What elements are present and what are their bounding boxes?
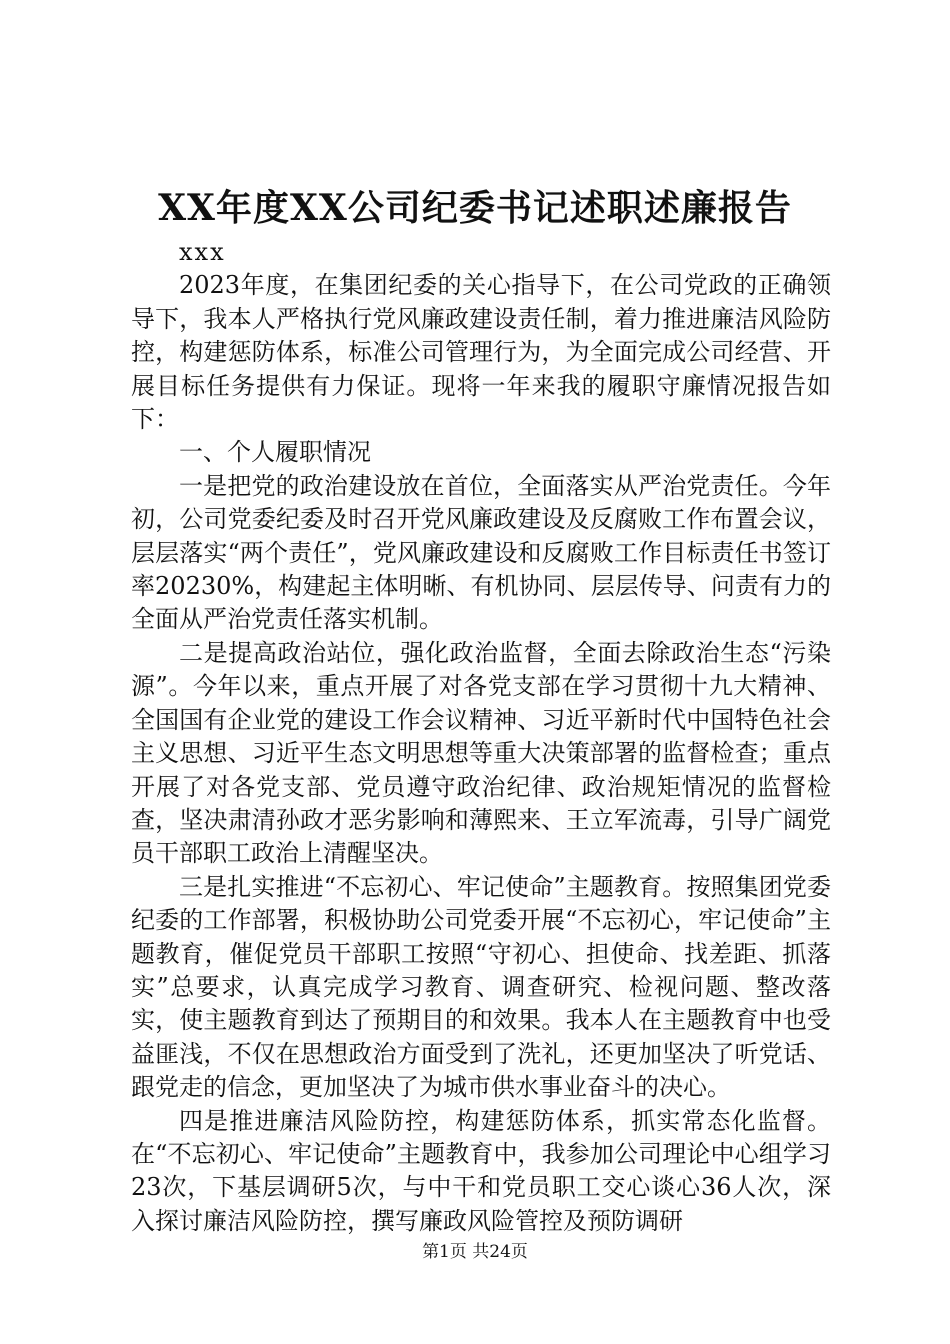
paragraph-intro: 2023年度，在集团纪委的关心指导下，在公司党政的正确领导下，我本人严格执行党风廉政建设责任制，着力推进廉洁风险防控，构建惩防体系，标准公司管理行为，为全面完成公司经营、开展目标任务提供有力保证。现将一年来我的履职守廉情况报告如下： [131,271,831,434]
document-title: XX年度XX公司纪委书记述职述廉报告 [158,187,792,229]
page-footer: 第1页 共24页 [422,1242,528,1262]
paragraph-point-4: 四是推进廉洁风险防控，构建惩防体系，抓实常态化监督。在“不忘初心、牢记使命”主题教育中，我参加公司理论中心组学习23次，下基层调研5次，与中干和党员职工交心谈心36人次，深入探讨廉洁风险防控，撰写廉政风险管控及预防调研 [131,1106,831,1235]
author-line: xxx [179,238,226,266]
paragraph-point-3: 三是扎实推进“不忘初心、牢记使命”主题教育。按照集团党委纪委的工作部署，积极协助公司党委开展“不忘初心，牢记使命”主题教育，催促党员干部职工按照“守初心、担使命、找差距、抓落实”总要求，认真完成学习教育、调查研究、检视问题、整改落实，使主题教育到达了预期目的和效果。我本人在主题教育中也受益匪浅，不仅在思想政治方面受到了洗礼，还更加坚决了听党话、跟党走的信念，更加坚决了为城市供水事业奋斗的决心。 [131,872,831,1102]
section-heading: 一、个人履职情况 [179,438,371,467]
paragraph-point-2: 二是提高政治站位，强化政治监督，全面去除政治生态“污染源”。今年以来，重点开展了对各党支部在学习贯彻十九大精神、全国国有企业党的建设工作会议精神、习近平新时代中国特色社会主义思想、习近平生态文明思想等重大决策部署的监督检查；重点开展了对各党支部、党员遵守政治纪律、政治规矩情况的监督检查，坚决肃清孙政才恶劣影响和薄熙来、王立军流毒，引导广阔党员干部职工政治上清醒坚决。 [131,638,831,868]
paragraph-point-1: 一是把党的政治建设放在首位，全面落实从严治党责任。今年初，公司党委纪委及时召开党风廉政建设及反腐败工作布置会议，层层落实“两个责任”，党风廉政建设和反腐败工作目标责任书签订率20230%，构建起主体明晰、有机协同、层层传导、问责有力的全面从严治党责任落实机制。 [131,471,831,634]
document-body [131,236,831,1238]
